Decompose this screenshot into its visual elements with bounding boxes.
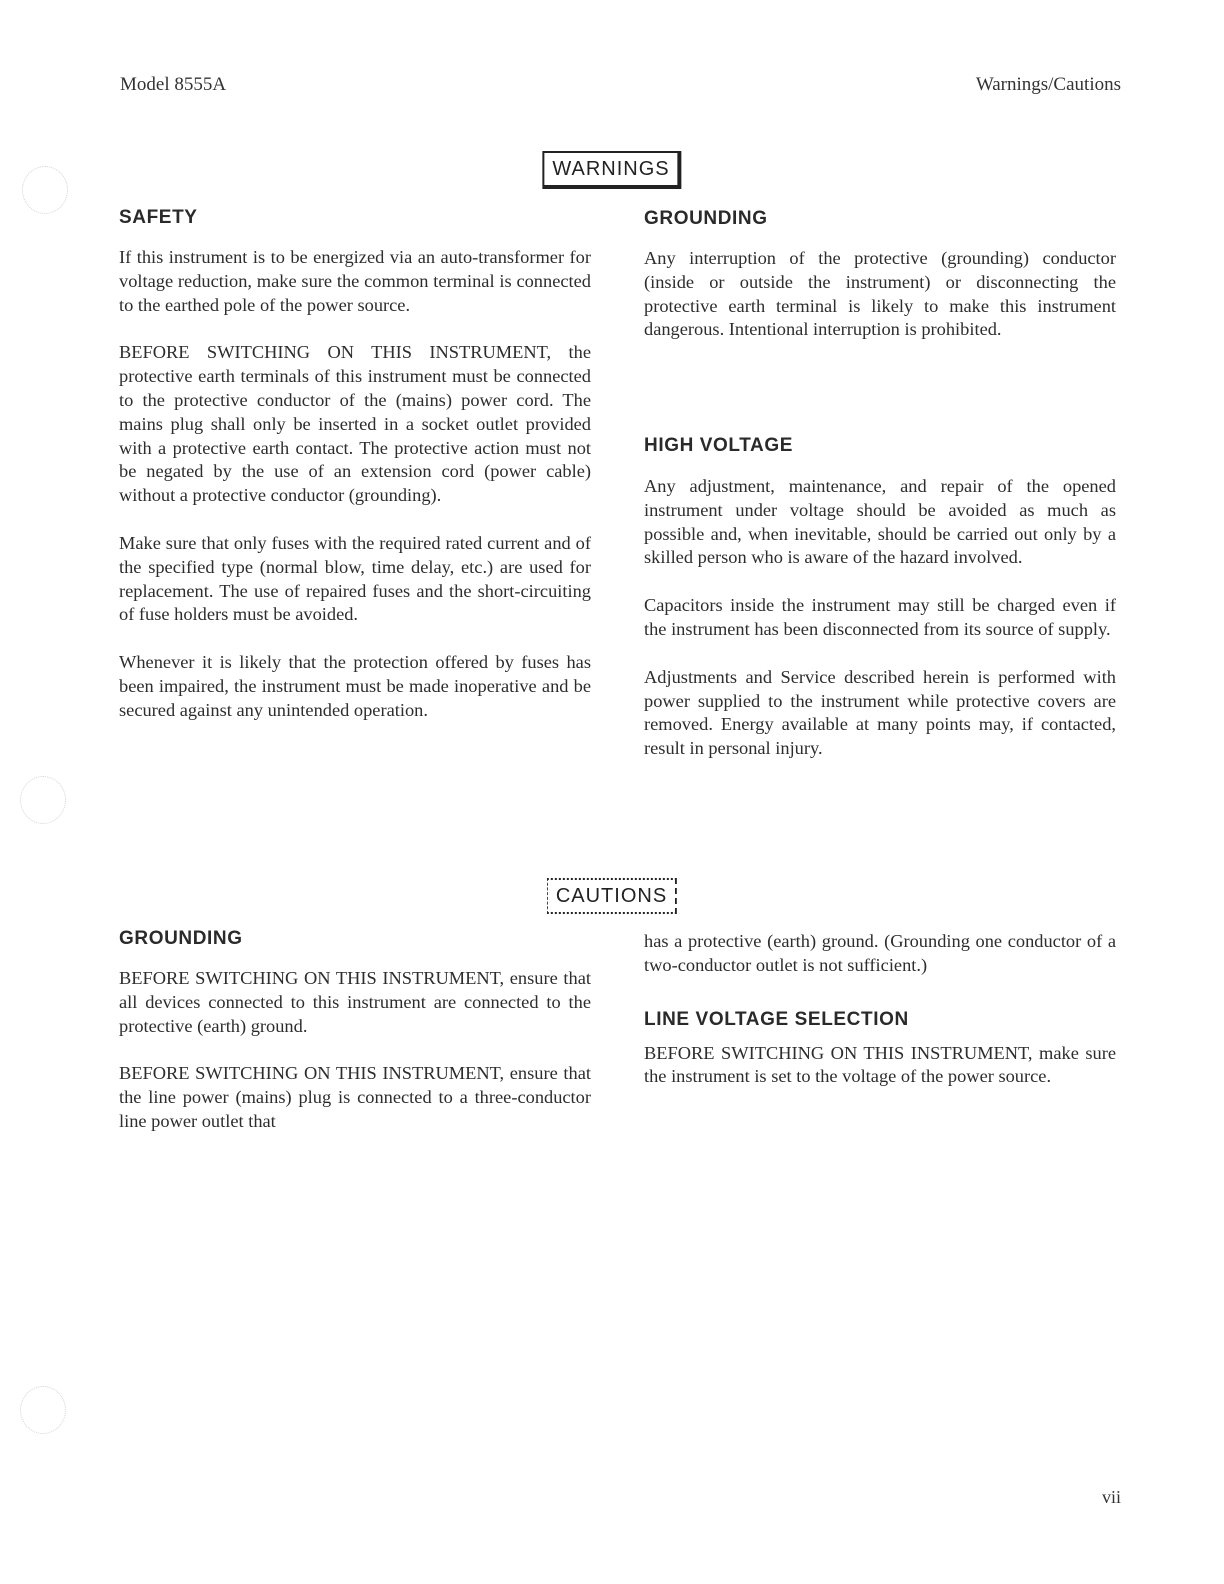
cautions-grounding-paragraph-1: BEFORE SWITCHING ON THIS INSTRUMENT, ensure that all devices connected to this instrument are connected to the protective (earth) ground. bbox=[119, 968, 591, 1036]
high-voltage-paragraph-2: Capacitors inside the instrument may still be charged even if the instrument has been disconnected from its source of supply. bbox=[644, 595, 1116, 639]
cautions-grounding-paragraph-2: BEFORE SWITCHING ON THIS INSTRUMENT, ensure that the line power (mains) plug is connected to a three-conductor line power outlet that bbox=[119, 1063, 591, 1131]
line-voltage-heading: LINE VOLTAGE SELECTION bbox=[644, 1008, 909, 1030]
running-header-model: Model 8555A bbox=[120, 74, 227, 95]
warnings-grounding-section bbox=[644, 207, 1116, 342]
safety-heading: SAFETY bbox=[119, 207, 198, 228]
cautions-grounding-section bbox=[119, 927, 591, 1134]
page-number: vii bbox=[1101, 1487, 1121, 1507]
safety-paragraph-4: Whenever it is likely that the protection offered by fuses has been impaired, the instrument must be made inoperative and be secured against any unintended operation. bbox=[119, 652, 591, 720]
line-voltage-paragraph: BEFORE SWITCHING ON THIS INSTRUMENT, make sure the instrument is set to the voltage of the power source. bbox=[644, 1042, 1116, 1087]
cautions-banner: CAUTIONS bbox=[547, 878, 677, 914]
high-voltage-heading: HIGH VOLTAGE bbox=[644, 435, 793, 456]
binder-hole-middle bbox=[20, 776, 66, 824]
high-voltage-section bbox=[644, 434, 1116, 761]
running-header-section: Warnings/Cautions bbox=[975, 74, 1121, 95]
high-voltage-paragraph-3: Adjustments and Service described herein is performed with power supplied to the instrument while protective covers are removed. Energy available at many points may, if contacted, result in personal injury. bbox=[644, 666, 1116, 759]
warnings-banner: WARNINGS bbox=[542, 151, 681, 189]
cautions-grounding-heading: GROUNDING bbox=[119, 928, 243, 949]
binder-hole-bottom bbox=[20, 1386, 66, 1434]
warnings-grounding-paragraph: Any interruption of the protective (grounding) conductor (inside or outside the instrument) or disconnecting the protective earth terminal is likely to make this instrument dangerous. Intentional interruption is prohibited. bbox=[644, 248, 1116, 340]
cautions-right-column bbox=[644, 930, 1116, 1089]
warnings-left-column bbox=[119, 206, 591, 723]
cautions-grounding-continuation: has a protective (earth) ground. (Grounding one conductor of a two-conductor outlet is not sufficient.) bbox=[644, 931, 1116, 975]
safety-paragraph-3: Make sure that only fuses with the required rated current and of the specified type (normal blow, time delay, etc.) are used for replacement. The use of repaired fuses and the short-circuiting of fuse holders must be avoided. bbox=[119, 532, 591, 625]
safety-paragraph-1: If this instrument is to be energized via an auto-transformer for voltage reduction, make sure the common terminal is connected to the earthed pole of the power source. bbox=[119, 247, 591, 315]
binder-hole-top bbox=[22, 166, 68, 214]
safety-paragraph-2: BEFORE SWITCHING ON THIS INSTRUMENT, the protective earth terminals of this instrument must be connected to the protective conductor of the (mains) power cord. The mains plug shall only be inserted in a socket outlet provided with a protective earth contact. The protective action must not be negated by the use of an extension cord (power cable) without a protective conductor (grounding). bbox=[119, 342, 591, 506]
high-voltage-paragraph-1: Any adjustment, maintenance, and repair of the opened instrument under voltage should be avoided as much as possible and, when inevitable, should be carried out only by a skilled person who is aware of the hazard involved. bbox=[644, 476, 1116, 568]
warnings-grounding-heading: GROUNDING bbox=[644, 208, 768, 229]
